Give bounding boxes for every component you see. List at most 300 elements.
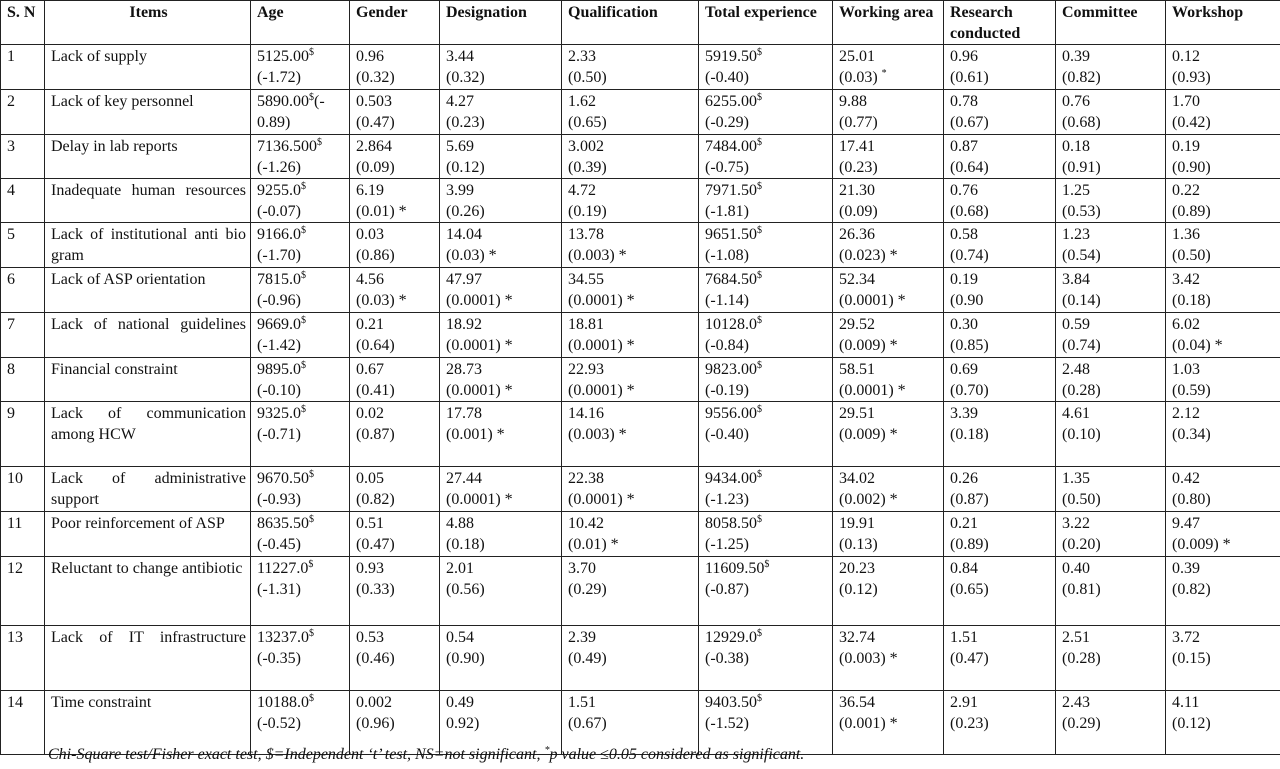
cell-parenthetical: (0.39) [568,159,607,176]
cell-parenthetical: (0.67) [568,715,607,732]
item-label: Lack of communication among HCW [45,402,251,467]
cell-research-conducted [944,223,1056,268]
cell-value: 0.76 [1062,93,1090,110]
cell-committee [1056,691,1166,755]
header-committee: Committee [1056,1,1166,45]
cell-value: 2.39 [568,629,596,646]
cell-parenthetical: (0.87) [950,491,989,508]
cell-qualification [562,268,699,313]
cell-parenthetical: (0.09) [356,159,395,176]
cell-workshop [1166,313,1280,358]
table-row [1,557,1280,626]
cell-value: 3.22 [1062,515,1090,532]
cell-value: 0.96 [356,48,384,65]
cell-committee [1056,268,1166,313]
cell-parenthetical: (-1.14) [705,292,749,309]
cell-designation [440,45,562,90]
cell-value: 0.03 [356,226,384,243]
cell-committee [1056,313,1166,358]
cell-designation [440,223,562,268]
item-label: Time constraint [45,691,251,755]
cell-value: 0.59 [1062,316,1090,333]
cell-workshop [1166,402,1280,467]
cell-working-area [833,313,944,358]
item-label: Lack of IT infrastructure [45,626,251,691]
table-body [1,45,1280,755]
cell-total-experience [699,467,833,512]
cell-value: 9823.00$ [705,360,762,378]
cell-designation [440,557,562,626]
item-label: Lack of ASP orientation [45,268,251,313]
cell-value: 2.33 [568,48,596,65]
cell-parenthetical: (0.12) [1172,715,1211,732]
cell-parenthetical: (-0.45) [257,536,301,553]
cell-total-experience [699,313,833,358]
cell-value: 2.48 [1062,361,1090,378]
cell-workshop [1166,626,1280,691]
cell-value: 9669.0$ [257,315,306,333]
cell-parenthetical: (0.50) [1062,491,1101,508]
cell-parenthetical: (-1.08) [705,247,749,264]
cell-total-experience [699,358,833,402]
cell-designation [440,135,562,179]
cell-gender [350,467,440,512]
row-number: 12 [1,557,45,626]
cell-value: 7484.00$ [705,137,762,155]
cell-parenthetical: (0.001) * [446,426,505,443]
cell-parenthetical: (0.13) [839,536,878,553]
header-qualification: Qualification [562,1,699,45]
cell-parenthetical: (0.67) [950,114,989,131]
cell-value: 3.44 [446,48,474,65]
cell-value: 9556.00$ [705,404,762,422]
cell-parenthetical: (0.0001) * [568,491,635,508]
cell-parenthetical: (0.46) [356,650,395,667]
cell-parenthetical: (0.32) [446,69,485,86]
cell-research-conducted [944,179,1056,223]
cell-value: 9325.0$ [257,404,306,422]
cell-designation [440,313,562,358]
cell-value: 3.70 [568,560,596,577]
cell-value: 0.58 [950,226,978,243]
cell-workshop [1166,135,1280,179]
cell-parenthetical: (0.15) [1172,650,1211,667]
footnote-text-end: p value ≤0.05 considered as significant. [549,746,805,763]
table-row [1,223,1280,268]
cell-parenthetical: (0.003) * [568,426,627,443]
cell-parenthetical: (0.0001) * [568,292,635,309]
cell-parenthetical: (-0.93) [257,491,301,508]
cell-parenthetical: (0.0001) * [446,491,513,508]
cell-parenthetical: (-1.31) [257,581,301,598]
cell-parenthetical: (0.01) * [568,536,619,553]
cell-parenthetical: (0.023) * [839,247,898,264]
cell-value: 0.40 [1062,560,1090,577]
cell-gender [350,223,440,268]
cell-value: 27.44 [446,470,482,487]
cell-parenthetical: (-0.19) [705,382,749,399]
cell-value: 2.01 [446,560,474,577]
cell-working-area [833,691,944,755]
cell-parenthetical: (0.65) [950,581,989,598]
cell-value: 0.78 [950,93,978,110]
cell-value: 1.51 [568,694,596,711]
cell-value: 2.91 [950,694,978,711]
cell-value: 0.503 [356,93,392,110]
cell-designation [440,358,562,402]
table-row [1,626,1280,691]
cell-value: 25.01 [839,48,875,65]
cell-parenthetical: (0.23) [446,114,485,131]
cell-designation [440,179,562,223]
cell-parenthetical: (0.89) [1172,203,1211,220]
cell-value: 0.19 [1172,138,1200,155]
cell-workshop [1166,45,1280,90]
cell-parenthetical: (-0.40) [705,426,749,443]
cell-parenthetical: (-1.42) [257,337,301,354]
cell-value: 9651.50$ [705,225,762,243]
header-total-experience: Total experience [699,1,833,45]
cell-value: 4.88 [446,515,474,532]
cell-parenthetical: (0.64) [950,159,989,176]
cell-value: 9670.50$ [257,469,314,487]
header-row [1,1,1280,45]
cell-age [251,557,350,626]
table-row [1,313,1280,358]
header-workshop: Workshop [1166,1,1280,45]
cell-workshop [1166,358,1280,402]
header-research-conducted: Research conducted [944,1,1056,45]
cell-working-area [833,45,944,90]
cell-parenthetical: (0.12) [446,159,485,176]
cell-value: 3.99 [446,182,474,199]
cell-parenthetical: (0.09) [839,203,878,220]
cell-value: 0.22 [1172,182,1200,199]
cell-gender [350,45,440,90]
table-row [1,135,1280,179]
cell-gender [350,135,440,179]
cell-designation [440,512,562,557]
cell-total-experience [699,45,833,90]
table-footnote [48,745,804,765]
cell-value: 4.11 [1172,694,1200,711]
cell-designation [440,268,562,313]
cell-parenthetical: (0.28) [1062,650,1101,667]
cell-parenthetical: (-0.87) [705,581,749,598]
cell-research-conducted [944,626,1056,691]
cell-parenthetical: 0.89) [257,114,291,131]
cell-parenthetical: (0.65) [568,114,607,131]
cell-value: 0.19 [950,271,978,288]
cell-value: 1.70 [1172,93,1200,110]
cell-parenthetical: (0.0001) * [568,337,635,354]
cell-parenthetical: (-0.35) [257,650,301,667]
cell-value: 1.23 [1062,226,1090,243]
cell-value: 6.19 [356,182,384,199]
cell-value: 20.23 [839,560,875,577]
cell-research-conducted [944,268,1056,313]
cell-parenthetical: (0.54) [1062,247,1101,264]
cell-value: 28.73 [446,361,482,378]
table-row [1,90,1280,135]
cell-value: 7136.500$ [257,137,322,155]
cell-value: 0.76 [950,182,978,199]
cell-parenthetical: (0.0001) * [446,337,513,354]
cell-value: 14.04 [446,226,482,243]
cell-total-experience [699,402,833,467]
cell-value: 3.39 [950,405,978,422]
cell-total-experience [699,512,833,557]
cell-total-experience [699,557,833,626]
cell-parenthetical: (-0.10) [257,382,301,399]
cell-value: 34.02 [839,470,875,487]
item-label: Lack of supply [45,45,251,90]
cell-research-conducted [944,313,1056,358]
cell-age [251,223,350,268]
cell-qualification [562,358,699,402]
cell-parenthetical: 0.92) [446,715,480,732]
row-number: 10 [1,467,45,512]
cell-research-conducted [944,512,1056,557]
cell-working-area [833,90,944,135]
cell-total-experience [699,135,833,179]
cell-gender [350,90,440,135]
cell-parenthetical: (0.01) * [356,203,407,220]
cell-value: 10188.0$ [257,693,314,711]
cell-parenthetical: (0.59) [1172,382,1211,399]
cell-value: 2.43 [1062,694,1090,711]
row-number: 8 [1,358,45,402]
cell-value: 9255.0$ [257,181,306,199]
cell-parenthetical: (0.002) * [839,491,898,508]
row-number: 11 [1,512,45,557]
cell-value: 9403.50$ [705,693,762,711]
cell-parenthetical: (-0.71) [257,426,301,443]
cell-value: 18.81 [568,316,604,333]
cell-parenthetical: (0.14) [1062,292,1101,309]
cell-parenthetical: (0.03) * [356,292,407,309]
cell-value: 0.39 [1062,48,1090,65]
cell-parenthetical: (-0.07) [257,203,301,220]
header-age: Age [251,1,350,45]
cell-value: 2.12 [1172,405,1200,422]
cell-parenthetical: (0.82) [1172,581,1211,598]
cell-parenthetical: (-1.72) [257,69,301,86]
cell-parenthetical: (0.10) [1062,426,1101,443]
item-label: Reluctant to change antibiotic [45,557,251,626]
cell-parenthetical: (0.90 [950,292,984,309]
cell-value: 4.27 [446,93,474,110]
cell-total-experience [699,223,833,268]
cell-value: 58.51 [839,361,875,378]
cell-value: 8635.50$ [257,514,314,532]
cell-committee [1056,626,1166,691]
cell-age [251,467,350,512]
cell-committee [1056,45,1166,90]
cell-value: 21.30 [839,182,875,199]
cell-parenthetical: (0.009) * [839,426,898,443]
cell-age [251,512,350,557]
cell-age [251,313,350,358]
cell-value: 9.88 [839,93,867,110]
cell-value: 11227.0$ [257,559,314,577]
cell-parenthetical: (0.81) [1062,581,1101,598]
cell-parenthetical: (0.74) [1062,337,1101,354]
cell-committee [1056,557,1166,626]
cell-qualification [562,512,699,557]
cell-value: 13.78 [568,226,604,243]
cell-working-area [833,268,944,313]
row-number: 5 [1,223,45,268]
row-number: 3 [1,135,45,179]
cell-parenthetical: (0.50) [1172,247,1211,264]
cell-parenthetical: (0.56) [446,581,485,598]
cell-parenthetical: (-0.40) [705,69,749,86]
cell-value: 0.49 [446,694,474,711]
cell-parenthetical: (0.68) [1062,114,1101,131]
cell-qualification [562,90,699,135]
cell-working-area [833,402,944,467]
cell-value: 0.05 [356,470,384,487]
cell-gender [350,626,440,691]
table-row [1,179,1280,223]
cell-parenthetical: (0.23) [839,159,878,176]
cell-value: 1.36 [1172,226,1200,243]
item-label: Inadequate human resources [45,179,251,223]
cell-value: 3.72 [1172,629,1200,646]
cell-parenthetical: (0.18) [950,426,989,443]
cell-parenthetical: (0.28) [1062,382,1101,399]
cell-committee [1056,223,1166,268]
table-row [1,512,1280,557]
cell-value: 29.51 [839,405,875,422]
cell-parenthetical: (-1.23) [705,491,749,508]
cell-gender [350,557,440,626]
cell-value: 19.91 [839,515,875,532]
cell-parenthetical: (0.96) [356,715,395,732]
cell-age [251,90,350,135]
cell-committee [1056,90,1166,135]
cell-parenthetical: (0.47) [356,114,395,131]
cell-parenthetical: (0.41) [356,382,395,399]
cell-parenthetical: (0.42) [1172,114,1211,131]
cell-value: 0.96 [950,48,978,65]
cell-research-conducted [944,691,1056,755]
cell-parenthetical: (0.82) [1062,69,1101,86]
cell-value: 4.61 [1062,405,1090,422]
cell-value: 9434.00$ [705,469,762,487]
row-number: 4 [1,179,45,223]
cell-value: 0.84 [950,560,978,577]
cell-parenthetical: (0.50) [568,69,607,86]
cell-committee [1056,512,1166,557]
cell-parenthetical: (-0.52) [257,715,301,732]
cell-value: 22.38 [568,470,604,487]
cell-value: 5890.00$(- [257,92,325,110]
table-row [1,45,1280,90]
cell-age [251,402,350,467]
cell-parenthetical: (0.0001) * [568,382,635,399]
cell-value: 0.18 [1062,138,1090,155]
cell-workshop [1166,90,1280,135]
cell-value: 4.56 [356,271,384,288]
table-row [1,268,1280,313]
cell-working-area [833,358,944,402]
cell-value: 17.41 [839,138,875,155]
cell-value: 2.51 [1062,629,1090,646]
cell-value: 29.52 [839,316,875,333]
cell-parenthetical: (0.12) [839,581,878,598]
cell-value: 11609.50$ [705,559,770,577]
cell-working-area [833,557,944,626]
cell-committee [1056,179,1166,223]
cell-value: 4.72 [568,182,596,199]
cell-parenthetical: (0.85) [950,337,989,354]
cell-parenthetical: (0.91) [1062,159,1101,176]
cell-value: 12929.0$ [705,628,762,646]
item-label: Lack of administrative support [45,467,251,512]
header-working-area: Working area [833,1,944,45]
header-gender: Gender [350,1,440,45]
cell-value: 52.34 [839,271,875,288]
cell-parenthetical: (0.0001) * [839,292,906,309]
cell-value: 2.864 [356,138,392,155]
cell-working-area [833,135,944,179]
cell-parenthetical: (-1.81) [705,203,749,220]
cell-value: 6.02 [1172,316,1200,333]
cell-parenthetical: (0.33) [356,581,395,598]
cell-qualification [562,626,699,691]
row-number: 2 [1,90,45,135]
cell-research-conducted [944,358,1056,402]
cell-value: 5.69 [446,138,474,155]
cell-value: 1.03 [1172,361,1200,378]
cell-parenthetical: (0.34) [1172,426,1211,443]
cell-parenthetical: (0.003) * [839,650,898,667]
cell-parenthetical: (-0.38) [705,650,749,667]
cell-parenthetical: (0.47) [356,536,395,553]
cell-parenthetical: (0.68) [950,203,989,220]
cell-parenthetical: (0.90) [1172,159,1211,176]
cell-working-area [833,467,944,512]
cell-parenthetical: (0.04) * [1172,337,1223,354]
cell-parenthetical: (0.009) * [1172,536,1231,553]
cell-parenthetical: (0.74) [950,247,989,264]
row-number: 14 [1,691,45,755]
cell-value: 5125.00$ [257,47,314,65]
cell-parenthetical: (0.86) [356,247,395,264]
cell-gender [350,179,440,223]
cell-value: 1.51 [950,629,978,646]
row-number: 1 [1,45,45,90]
cell-value: 3.84 [1062,271,1090,288]
cell-parenthetical: (0.009) * [839,337,898,354]
cell-working-area [833,179,944,223]
cell-parenthetical: (0.29) [568,581,607,598]
item-label: Lack of national guidelines [45,313,251,358]
cell-parenthetical: (0.93) [1172,69,1211,86]
item-label: Delay in lab reports [45,135,251,179]
cell-value: 10.42 [568,515,604,532]
cell-value: 5919.50$ [705,47,762,65]
cell-value: 1.35 [1062,470,1090,487]
cell-value: 9895.0$ [257,360,306,378]
cell-parenthetical: (0.20) [1062,536,1101,553]
cell-committee [1056,402,1166,467]
cell-value: 47.97 [446,271,482,288]
cell-value: 34.55 [568,271,604,288]
cell-working-area [833,512,944,557]
